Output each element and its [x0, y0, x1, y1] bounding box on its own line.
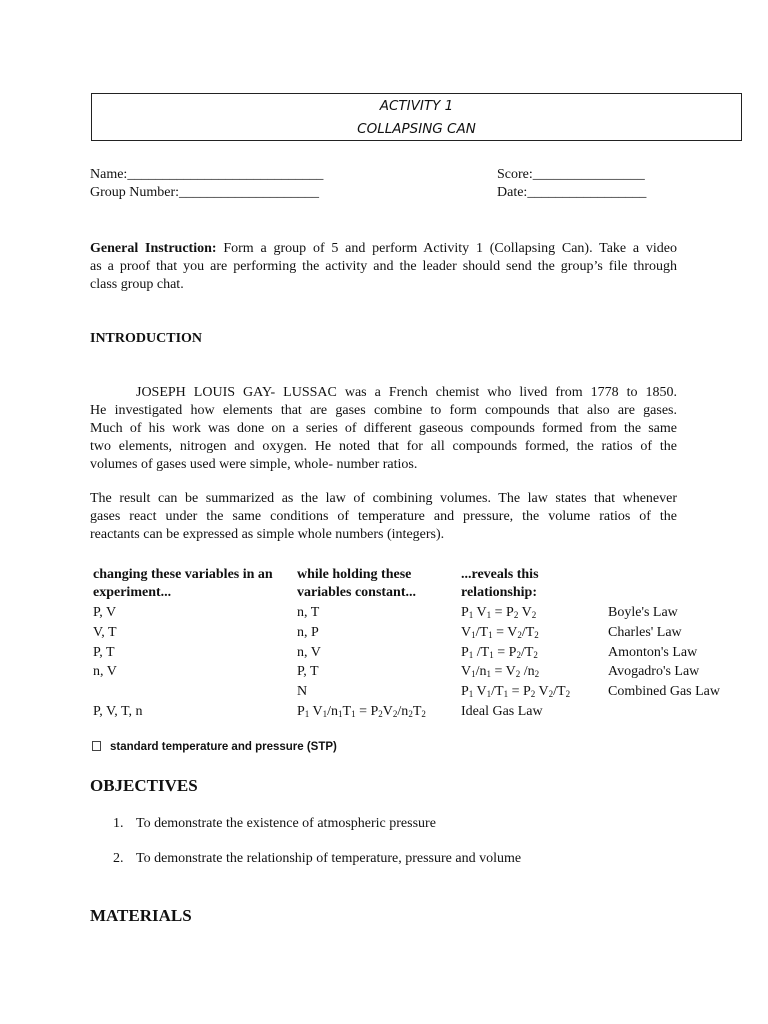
table-cell-constant: P, T	[297, 664, 319, 679]
table-cell-relationship: Ideal Gas Law	[461, 704, 543, 719]
introduction-paragraph-1: JOSEPH LOUIS GAY- LUSSAC was a French chemist who lived from 1778 to 1850. He investigated how elements that are gases combine to form compounds that also are gases. Much of his work was done on a series of different gaseous compounds formed from the same two elements, nitrogen and oxygen. He noted that for all compounds formed, the ratios of the volumes of gases used were simple, whole- number ratios.	[90, 385, 677, 472]
objective-item: To demonstrate the relationship of temperature, pressure and volume	[136, 851, 522, 866]
table-cell-relationship: $V_1/T_1 = V_2/T_2$	[461, 625, 539, 640]
objective-number: 1.	[113, 816, 124, 831]
table-cell-law: Combined Gas Law	[608, 684, 720, 699]
table-cell-law: Avogadro's Law	[608, 664, 700, 679]
table-cell-constant: n, V	[297, 645, 321, 660]
objective-item: To demonstrate the existence of atmospheric pressure	[136, 816, 436, 831]
score-field: Score:________________	[497, 167, 645, 182]
activity-number: ACTIVITY 1	[379, 98, 454, 114]
introduction-heading: INTRODUCTION	[90, 331, 203, 346]
table-cell-relationship: $P_1$ $/T_1 = P_2/T_2$	[461, 645, 538, 660]
table-cell-constant: n, P	[297, 625, 319, 640]
table-cell-law: Charles' Law	[608, 625, 682, 640]
table-header-changing: changing these variables in an	[93, 567, 273, 582]
checkbox-glyph-icon	[92, 741, 101, 751]
activity-title-box	[91, 93, 742, 141]
table-header-changing-2: experiment...	[93, 585, 172, 600]
group-number-field: Group Number:____________________	[90, 185, 320, 200]
table-header-constant: while holding these	[297, 567, 412, 582]
table-header-relationship-2: relationship:	[461, 585, 537, 600]
table-cell-constant: $P_1$ $V_1/n_1T_1 = P_2V_2/n_2T_2$	[297, 704, 426, 719]
objectives-heading: OBJECTIVES	[90, 776, 198, 795]
table-header-relationship: ...reveals this	[461, 567, 539, 582]
general-instruction-label: General Instruction:	[90, 241, 217, 256]
name-field: Name:____________________________	[90, 167, 324, 182]
materials-heading: MATERIALS	[90, 906, 192, 925]
table-cell-changing: P, V	[93, 605, 117, 620]
table-cell-constant: n, T	[297, 605, 320, 620]
table-cell-law: Amonton's Law	[608, 645, 698, 660]
table-header-constant-2: variables constant...	[297, 585, 416, 600]
date-field: Date:_________________	[497, 185, 647, 200]
general-instruction: General Instruction: Form a group of 5 and perform Activity 1 (Collapsing Can). Take a video as a proof that you are performing the activity and the leader should send the group’s file through class group chat.	[90, 241, 678, 292]
table-cell-relationship: $V_1/n_1 = V_2$ $/n_2$	[461, 664, 540, 679]
table-cell-changing: n, V	[93, 664, 117, 679]
stp-note: standard temperature and pressure (STP)	[92, 738, 337, 756]
activity-name: COLLAPSING CAN	[357, 121, 476, 137]
table-cell-relationship: $P_1$ $V_1 = P_2$ $V_2$	[461, 605, 537, 620]
introduction-paragraph-2: The result can be summarized as the law of combining volumes. The law states that whenever gases react under the same conditions of temperature and pressure, the volume ratios of the reactants can be expressed as simple whole numbers (integers).	[90, 491, 677, 542]
table-cell-changing: P, T	[93, 645, 115, 660]
table-cell-changing: P, V, T, n	[93, 704, 143, 719]
table-cell-law: Boyle's Law	[608, 605, 678, 620]
table-cell-constant: N	[297, 684, 308, 699]
objective-number: 2.	[113, 851, 124, 866]
table-cell-relationship: $P_1$ $V_1/T_1 = P_2$ $V_2/T_2$	[461, 684, 571, 699]
table-cell-changing: V, T	[93, 625, 117, 640]
